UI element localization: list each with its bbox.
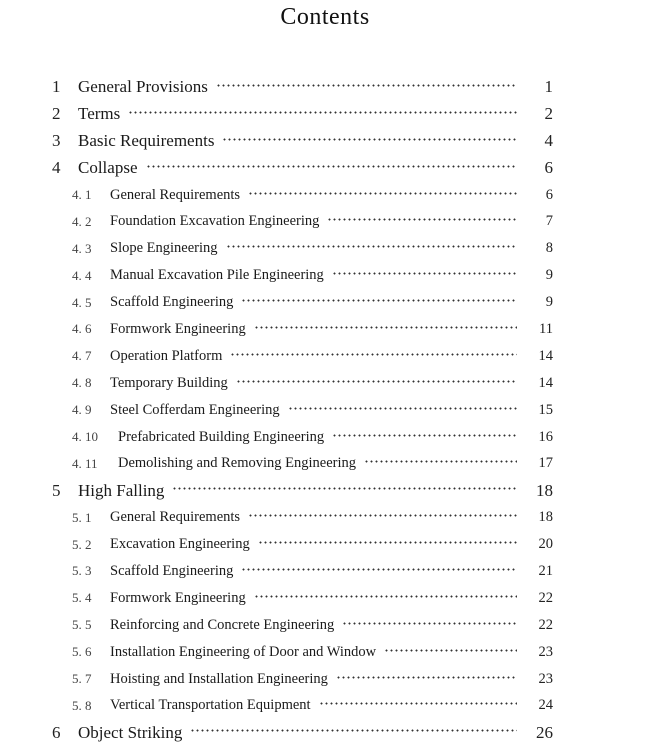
toc-entry-page: 26 <box>536 722 553 742</box>
toc-entry[interactable] <box>0 666 650 693</box>
toc-entry-number: 5 <box>52 480 61 500</box>
toc-entry-number: 4. 6 <box>72 321 92 337</box>
toc-entry-page: 1 <box>544 77 553 97</box>
toc-entry-page: 17 <box>538 455 553 472</box>
toc-entry-label: Hoisting and Installation Engineering <box>110 670 328 687</box>
toc-entry-label: Manual Excavation Pile Engineering <box>110 267 324 284</box>
dot-leader <box>254 589 517 603</box>
toc-entry-page: 15 <box>538 401 553 418</box>
toc-entry-label: Terms <box>78 104 121 124</box>
toc-entry-page: 4 <box>544 131 553 151</box>
toc-entry-page: 22 <box>538 589 553 606</box>
toc-entry-number: 4. 9 <box>72 402 92 418</box>
toc-entry-page: 24 <box>538 697 553 714</box>
toc-entry-label: Temporary Building <box>110 374 228 391</box>
toc-entry-number: 4. 11 <box>72 455 98 471</box>
toc-entry[interactable] <box>0 370 650 397</box>
toc-entry-number: 5. 7 <box>72 671 92 687</box>
toc-entry-page: 16 <box>538 428 553 445</box>
toc-entry-label: Vertical Transportation Equipment <box>110 697 311 714</box>
toc-entry-label: Formwork Engineering <box>110 320 246 337</box>
table-of-contents <box>0 74 650 746</box>
dot-leader <box>172 482 517 496</box>
toc-entry[interactable] <box>0 424 650 451</box>
toc-entry[interactable] <box>0 343 650 370</box>
toc-entry[interactable] <box>0 612 650 639</box>
dot-leader <box>332 428 517 442</box>
toc-entry[interactable] <box>0 74 650 101</box>
toc-entry-number: 5. 6 <box>72 644 92 660</box>
toc-entry-page: 9 <box>545 294 553 311</box>
toc-entry[interactable] <box>0 155 650 182</box>
dot-leader <box>248 186 517 200</box>
dot-leader <box>254 320 517 334</box>
toc-entry-number: 4. 4 <box>72 267 92 283</box>
dot-leader <box>216 78 517 92</box>
toc-entry-number: 5. 3 <box>72 563 92 579</box>
dot-leader <box>248 509 517 523</box>
toc-entry-page: 14 <box>538 347 553 364</box>
toc-entry-number: 4. 8 <box>72 375 92 391</box>
toc-entry[interactable] <box>0 397 650 424</box>
toc-entry[interactable] <box>0 639 650 666</box>
dot-leader <box>146 159 518 173</box>
toc-entry-label: Reinforcing and Concrete Engineering <box>110 616 335 633</box>
dot-leader <box>190 724 517 738</box>
dot-leader <box>332 267 517 281</box>
toc-entry-page: 18 <box>538 509 553 526</box>
toc-entry-page: 8 <box>545 240 553 257</box>
toc-entry-number: 5. 4 <box>72 590 92 606</box>
toc-entry[interactable] <box>0 128 650 155</box>
toc-entry-label: General Provisions <box>78 77 208 97</box>
toc-entry[interactable] <box>0 531 650 558</box>
toc-entry-label: Collapse <box>78 158 138 178</box>
toc-entry-page: 23 <box>538 670 553 687</box>
dot-leader <box>128 105 517 119</box>
toc-entry-number: 5. 1 <box>72 509 92 525</box>
page-title: Contents <box>280 4 370 30</box>
toc-entry[interactable] <box>0 558 650 585</box>
toc-entry-number: 4. 7 <box>72 348 92 364</box>
toc-entry-number: 2 <box>52 104 61 124</box>
toc-entry[interactable] <box>0 208 650 235</box>
toc-entry-label: Prefabricated Building Engineering <box>118 428 325 445</box>
dot-leader <box>336 670 517 684</box>
toc-entry-number: 6 <box>52 722 61 742</box>
toc-entry-page: 6 <box>545 186 553 203</box>
toc-entry-label: High Falling <box>78 480 165 500</box>
toc-entry-number: 4. 2 <box>72 213 92 229</box>
toc-entry-page: 2 <box>544 104 553 124</box>
toc-entry-label: Slope Engineering <box>110 240 218 257</box>
toc-entry-page: 14 <box>538 374 553 391</box>
toc-entry[interactable] <box>0 585 650 612</box>
dot-leader <box>364 455 517 469</box>
toc-entry-number: 4. 5 <box>72 294 92 310</box>
toc-entry-page: 18 <box>536 480 553 500</box>
toc-entry-label: Foundation Excavation Engineering <box>110 213 320 230</box>
toc-entry[interactable] <box>0 101 650 128</box>
dot-leader <box>342 616 517 630</box>
dot-leader <box>319 697 517 711</box>
toc-entry[interactable] <box>0 235 650 262</box>
toc-entry-page: 11 <box>539 320 553 337</box>
dot-leader <box>222 132 517 146</box>
toc-entry-page: 9 <box>545 267 553 284</box>
toc-entry-label: Operation Platform <box>110 347 223 364</box>
toc-entry-number: 1 <box>52 77 61 97</box>
toc-entry-page: 22 <box>538 616 553 633</box>
toc-entry-number: 4 <box>52 158 61 178</box>
toc-entry-label: Scaffold Engineering <box>110 562 234 579</box>
toc-entry[interactable] <box>0 289 650 316</box>
toc-entry-label: Demolishing and Removing Engineering <box>118 455 357 472</box>
toc-entry-label: Object Striking <box>78 722 183 742</box>
toc-entry-number: 4. 10 <box>72 429 98 445</box>
dot-leader <box>327 213 517 227</box>
toc-entry[interactable] <box>0 692 650 719</box>
toc-entry-label: Steel Cofferdam Engineering <box>110 401 280 418</box>
toc-entry-number: 5. 2 <box>72 536 92 552</box>
toc-entry-page: 7 <box>545 213 553 230</box>
toc-entry-label: General Requirements <box>110 509 241 526</box>
toc-entry[interactable] <box>0 450 650 477</box>
toc-entry-number: 5. 5 <box>72 617 92 633</box>
toc-entry-page: 20 <box>538 536 553 553</box>
dot-leader <box>230 347 517 361</box>
dot-leader <box>236 374 517 388</box>
toc-entry[interactable] <box>0 262 650 289</box>
toc-entry-label: Basic Requirements <box>78 131 215 151</box>
dot-leader <box>226 240 517 254</box>
toc-entry-page: 6 <box>544 158 553 178</box>
toc-entry-number: 4. 3 <box>72 240 92 256</box>
toc-entry[interactable] <box>0 719 650 746</box>
dot-leader <box>384 643 517 657</box>
toc-entry-label: Formwork Engineering <box>110 589 246 606</box>
dot-leader <box>288 401 517 415</box>
toc-entry-number: 4. 1 <box>72 187 92 202</box>
toc-entry-number: 5. 8 <box>72 697 92 713</box>
toc-entry-label: Scaffold Engineering <box>110 294 234 311</box>
toc-entry-label: General Requirements <box>110 186 241 203</box>
toc-entry[interactable] <box>0 504 650 531</box>
toc-entry[interactable] <box>0 182 650 209</box>
toc-entry-page: 23 <box>538 643 553 660</box>
dot-leader <box>241 562 517 576</box>
toc-entry[interactable] <box>0 477 650 504</box>
toc-entry[interactable] <box>0 316 650 343</box>
dot-leader <box>241 294 517 308</box>
toc-entry-number: 3 <box>52 131 61 151</box>
toc-entry-label: Excavation Engineering <box>110 536 250 553</box>
dot-leader <box>258 536 517 550</box>
toc-entry-label: Installation Engineering of Door and Window <box>110 643 377 660</box>
toc-entry-page: 21 <box>538 562 553 579</box>
